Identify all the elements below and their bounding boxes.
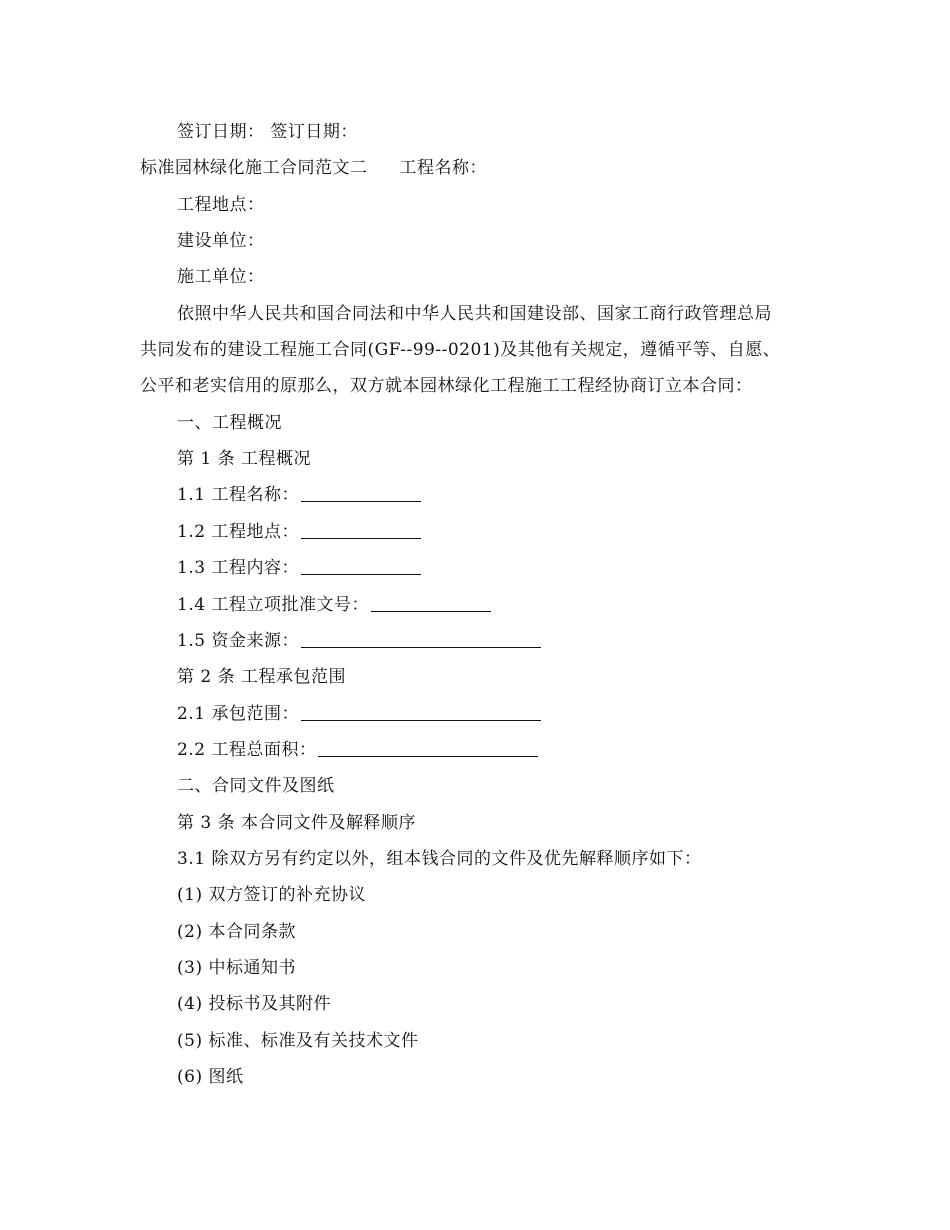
intro-paragraph-line-1: 依照中华人民共和国合同法和中华人民共和国建设部、国家工商行政管理总局: [177, 304, 772, 324]
doc-list-item-6: (6) 图纸: [177, 1067, 244, 1087]
item-1-1: [177, 484, 421, 506]
doc-list-item-2: (2) 本合同条款: [177, 922, 296, 942]
item-3-1: 3.1 除双方另有约定以外，组本钱合同的文件及优先解释顺序如下：: [177, 849, 702, 869]
article-heading-1: 第 1 条 工程概况: [177, 449, 312, 469]
item-2-2-label: 2.2 工程总面积：: [177, 740, 317, 760]
intro-paragraph-line-3: 公平和老实信用的原那么，双方就本园林绿化工程施工工程经协商订立本合同：: [140, 376, 753, 396]
doc-list-item-5: (5) 标准、标准及有关技术文件: [177, 1031, 419, 1051]
item-1-1-label: 1.1 工程名称：: [177, 485, 299, 505]
item-1-2-label: 1.2 工程地点：: [177, 522, 299, 542]
item-2-1-label: 2.1 承包范围：: [177, 704, 299, 724]
project-name-header: 工程名称：: [399, 158, 487, 178]
fill-in-blank: [301, 631, 541, 648]
item-1-4: [177, 594, 491, 616]
constructor-line: 施工单位：: [177, 267, 265, 287]
section-heading-2: 二、合同文件及图纸: [177, 776, 335, 796]
item-2-2: [177, 739, 538, 761]
sign-date-line: 签订日期： 签订日期：: [177, 122, 358, 142]
item-1-4-label: 1.4 工程立项批准文号：: [177, 595, 369, 615]
doc-list-item-3: (3) 中标通知书: [177, 958, 296, 978]
fill-in-blank: [318, 740, 538, 757]
builder-line: 建设单位：: [177, 231, 265, 251]
section-heading-1: 一、工程概况: [177, 413, 282, 433]
fill-in-blank: [371, 595, 491, 612]
title-line: [140, 157, 487, 179]
article-heading-3: 第 3 条 本合同文件及解释顺序: [177, 813, 417, 833]
article-heading-2: 第 2 条 工程承包范围: [177, 667, 347, 687]
document-title: 标准园林绿化施工合同范文二: [140, 158, 368, 178]
project-location-line: 工程地点：: [177, 195, 265, 215]
fill-in-blank: [301, 704, 541, 721]
item-1-5: [177, 630, 541, 652]
item-2-1: [177, 703, 541, 725]
item-1-3: [177, 557, 421, 579]
item-1-5-label: 1.5 资金来源：: [177, 631, 299, 651]
doc-list-item-1: (1) 双方签订的补充协议: [177, 885, 366, 905]
item-1-2: [177, 521, 421, 543]
fill-in-blank: [301, 485, 421, 502]
fill-in-blank: [301, 558, 421, 575]
doc-list-item-4: (4) 投标书及其附件: [177, 994, 331, 1014]
intro-paragraph-line-2: 共同发布的建设工程施工合同(GF--99--0201)及其他有关规定，遵循平等、自愿、: [140, 340, 781, 360]
item-1-3-label: 1.3 工程内容：: [177, 558, 299, 578]
fill-in-blank: [301, 522, 421, 539]
